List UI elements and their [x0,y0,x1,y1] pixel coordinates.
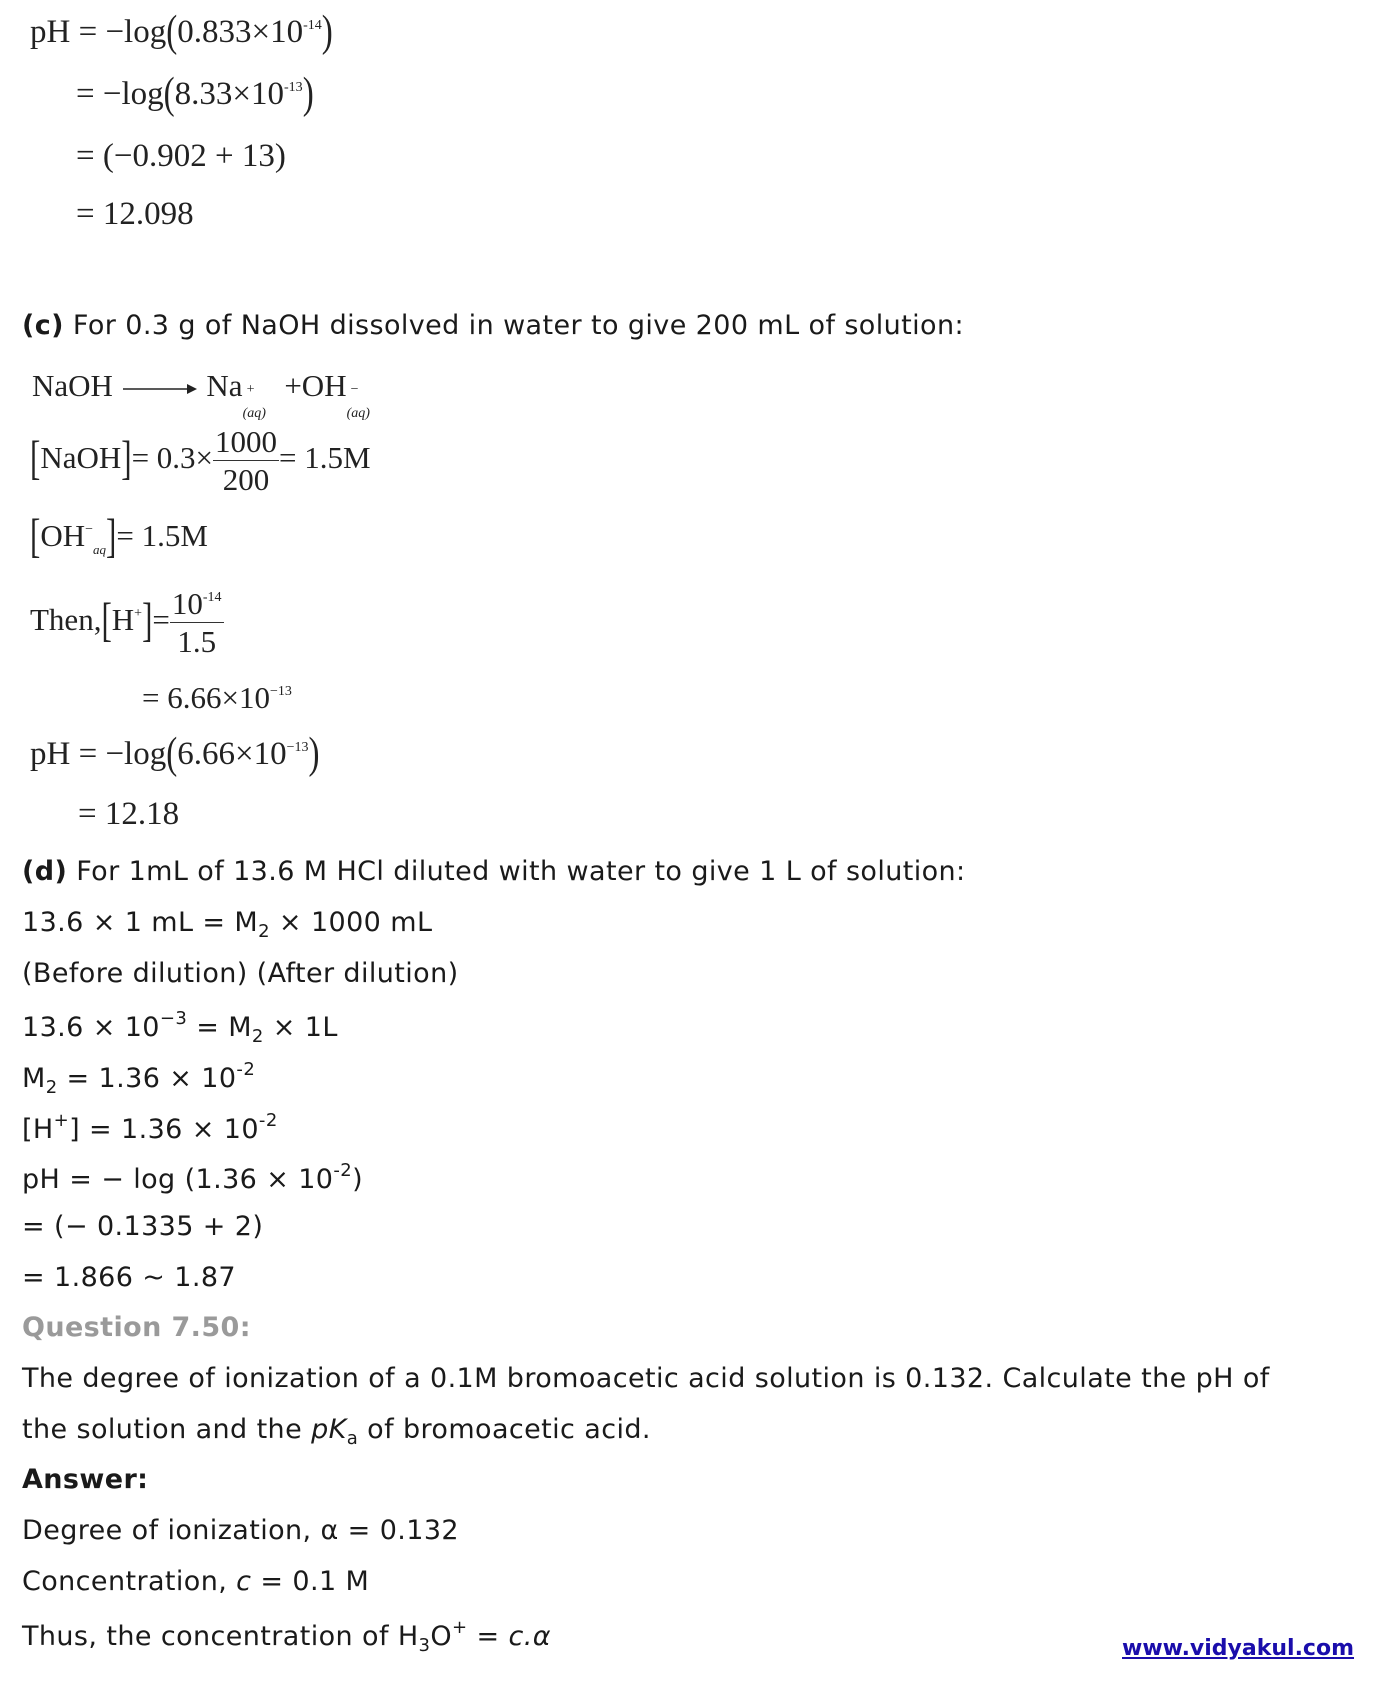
calc-b-line1: pH = $-\log(0.833\times 10^{-14})$ [30,7,333,57]
question-heading: Question 7.50: [22,1312,251,1343]
part-c-heading: (c) For 0.3 g of NaOH dissolved in water to give 200 mL of solution: [22,310,964,341]
part-d-line5: $[H^+] = 1.36 \times 10^{-2}$ [22,1110,278,1145]
calc-b-line3: = (−0.902 + 13) [76,138,286,174]
h-ion-calc: Then,[H+]= $\frac{10^{-14}}{1.5}$ [30,586,222,659]
oh-concentration: $[OH^-_{aq}]= 1.5M$ [30,508,208,563]
part-d-line2: (Before dilution) (After dilution) [22,958,459,989]
answer-line3: Thus, the concentration of $H_3O^+ = c.\alpha$ [22,1617,551,1656]
naoh-concentration: [NaOH]= 0.3× $\frac{1000}{200}$ = 1.5M [30,424,371,497]
h-ion-result: = $6.66\times 10^{-13}$ [142,680,292,715]
calc-b-line2: = $-\log(8.33\times 10^{-13})$ [76,69,314,119]
question-text-line1: The degree of ionization of a 0.1M bromoacetic acid solution is 0.132. Calculate the pH of [22,1363,1270,1394]
part-c-label: (c) [22,310,64,341]
ph-c-result: = 12.18 [78,796,180,832]
part-d-heading: (d) For 1mL of 13.6 M HCl diluted with water to give 1 L of solution: [22,856,966,887]
part-d-line1: 13.6 × 1 mL = $M_2 \times 1000$ mL [22,907,433,942]
answer-line1: Degree of ionization, α = 0.132 [22,1515,459,1546]
part-d-label: (d) [22,856,68,887]
reaction-arrow-icon [121,381,199,397]
part-d-line6: pH = − $\log (1.36 \times 10^{-2})$ [22,1160,364,1195]
part-d-line7: = (− 0.1335 + 2) [22,1211,264,1242]
answer-heading: Answer: [22,1464,149,1495]
naoh-dissociation: NaOH Na + (aq) +OH − (aq) [32,368,370,421]
vidyakul-site-link[interactable]: www.vidyakul.com [1122,1636,1355,1661]
part-d-line4: $M_2 = 1.36 \times 10^{-2}$ [22,1059,256,1098]
answer-line2: Concentration, c = 0.1 M [22,1566,370,1597]
question-text-line2: the solution and the $pK_a$ of bromoacetic acid. [22,1414,651,1449]
calc-b-line4: = 12.098 [76,196,194,232]
ph-c-line1: pH = $-\log(6.66\times 10^{-13})$ [30,729,320,779]
part-d-line8: = 1.866 ~ 1.87 [22,1262,237,1293]
part-d-line3: $13.6 \times 10^{-3} = M_2 \times 1L$ [22,1008,338,1047]
